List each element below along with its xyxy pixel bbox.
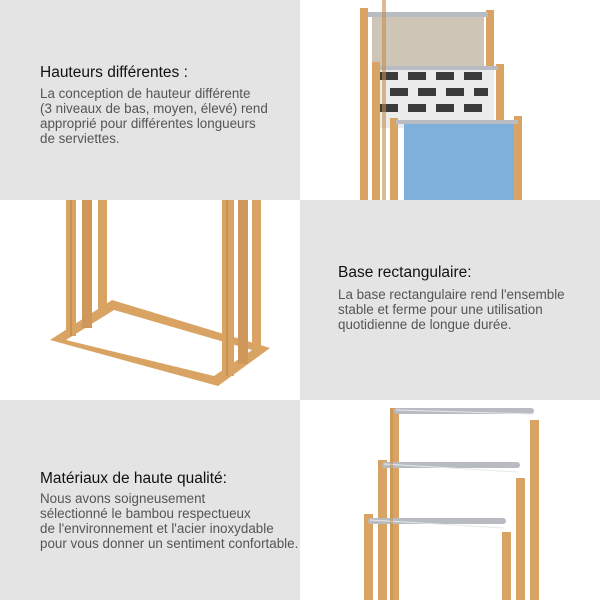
- feature-2-line: quotidienne de longue durée.: [338, 317, 512, 332]
- feature-1-line: approprié pour différentes longueurs: [40, 116, 256, 131]
- feature-1-line: de serviettes.: [40, 131, 120, 146]
- feature-2-title: Base rectangulaire:: [338, 264, 472, 281]
- feature-3-title: Matériaux de haute qualité:: [40, 470, 227, 487]
- feature-1-title: Hauteurs différentes :: [40, 64, 188, 81]
- feature-3-photo-panel: [300, 400, 600, 600]
- feature-3-line: sélectionné le bambou respectueux: [40, 506, 251, 521]
- feature-1-photo-panel: [300, 0, 600, 200]
- feature-2-line: stable et ferme pour une utilisation: [338, 302, 543, 317]
- feature-1-text-panel: [0, 0, 300, 200]
- towel-rack-steel-bars-photo: [300, 400, 600, 600]
- feature-1-line: (3 niveaux de bas, moyen, élevé) rend: [40, 101, 268, 116]
- feature-3-line: Nous avons soigneusement: [40, 491, 206, 506]
- feature-3-text-panel: [0, 400, 300, 600]
- feature-2-text-panel: [300, 200, 600, 400]
- feature-1-line: La conception de hauteur différente: [40, 86, 251, 101]
- feature-3-line: pour vous donner un sentiment confortable.: [40, 536, 299, 551]
- feature-3-description: [40, 491, 298, 551]
- feature-2-description: [338, 287, 565, 332]
- towel-rack-with-towels-photo: [300, 0, 600, 200]
- feature-1-description: [40, 86, 268, 146]
- feature-3-line: de l'environnement et l'acier inoxydable: [40, 521, 274, 536]
- feature-2-photo-panel: [0, 200, 300, 400]
- towel-rack-base-photo: [0, 200, 300, 400]
- feature-2-line: La base rectangulaire rend l'ensemble: [338, 287, 565, 302]
